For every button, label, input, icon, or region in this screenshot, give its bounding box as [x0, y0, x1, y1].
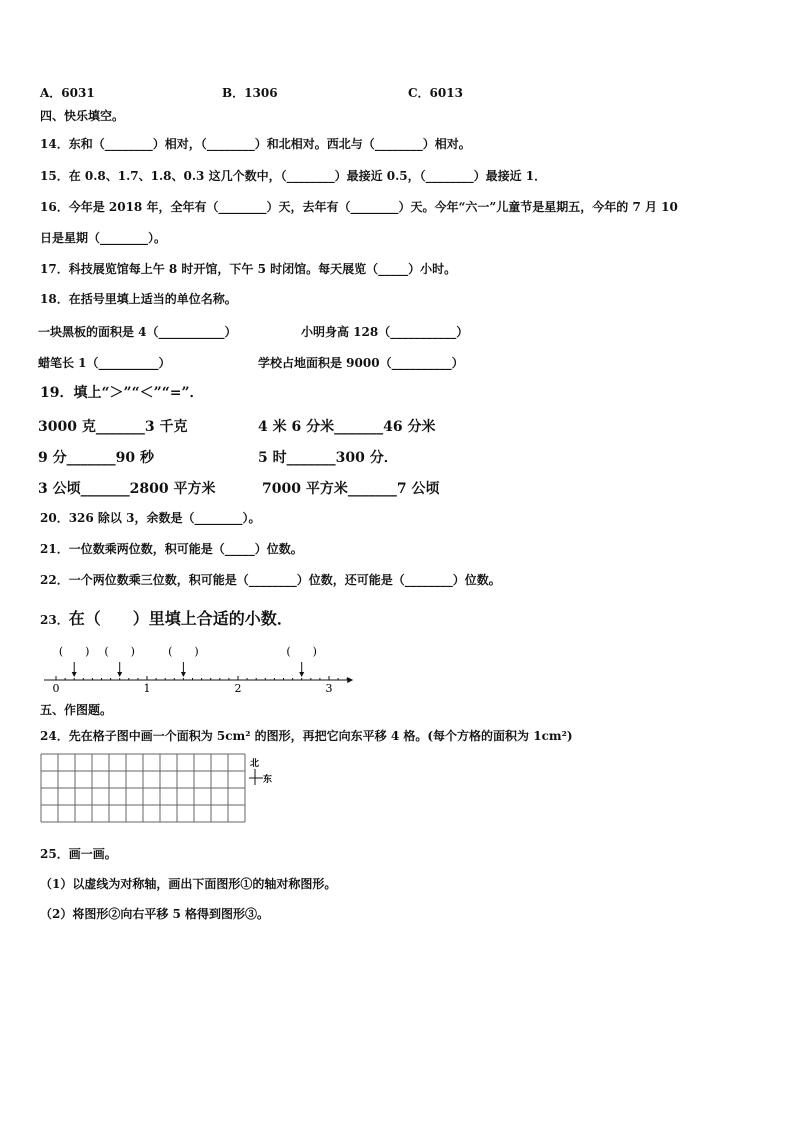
question-17: 17．科技展览馆每上午 8 时开馆，下午 5 时闭馆。每天展览（_____）小时。 [40, 262, 457, 276]
compass-north: 北 [250, 759, 260, 769]
question-25-part-2: （2）将图形②向右平移 5 格得到图形③。 [40, 907, 270, 921]
number-line-tick-label: 2 [234, 682, 242, 695]
question-18-a: 一块黑板的面积是 4（___________） [38, 325, 237, 339]
option-c: C．6013 [408, 86, 463, 100]
question-25-part-1: （1）以虚线为对称轴，画出下面图形①的轴对称图形。 [40, 877, 337, 891]
number-line-answer-bracket: ( ) [168, 645, 199, 658]
question-14: 14．东和（________）相对，（________）和北相对。西北与（________）相对。 [40, 137, 471, 151]
number-line-tick-label: 1 [143, 682, 151, 695]
number-line-arrow-icon [347, 677, 353, 683]
question-22: 22．一个两位数乘三位数，积可能是（________）位数，还可能是（________）位数。 [40, 573, 501, 587]
number-line-pointer-arrowhead [72, 672, 77, 677]
question-19-row-1b: 4 米 6 分米_______46 分米 [258, 419, 436, 435]
question-21: 21．一位数乘两位数，积可能是（_____）位数。 [40, 542, 303, 556]
question-25-title: 25．画一画。 [40, 847, 117, 861]
question-23-number: 23． [40, 613, 69, 627]
question-23 [40, 606, 293, 629]
question-18-c: 蜡笔长 1（__________） [38, 356, 171, 370]
question-15: 15．在 0.8、1.7、1.8、0.3 这几个数中，（________）最接近 0.5，（________）最接近 1． [40, 169, 547, 183]
number-line-pointer-arrowhead [117, 672, 122, 677]
question-18-d: 学校占地面积是 9000（__________） [258, 356, 464, 370]
number-line-tick-label: 0 [52, 682, 60, 695]
question-19-row-2a: 9 分_______90 秒 [38, 450, 154, 466]
question-19-row-3b: 7000 平方米_______7 公顷 [262, 481, 440, 497]
question-20: 20．326 除以 3，余数是（________）。 [40, 511, 261, 525]
option-b: B．1306 [222, 86, 278, 100]
square-grid [40, 753, 252, 833]
section-5-title: 五、作图题。 [40, 703, 113, 717]
question-16-line-1: 16．今年是 2018 年，全年有（________）天，去年有（________）天。今年“六一”儿童节是星期五，今年的 7 月 10 [40, 200, 678, 214]
question-19-row-1a: 3000 克_______3 千克 [38, 419, 188, 435]
option-a: A．6031 [40, 86, 95, 100]
question-19-row-3a: 3 公顷_______2800 平方米 [38, 481, 216, 497]
section-4-title: 四、快乐填空。 [40, 109, 125, 123]
compass-east: 东 [263, 775, 273, 785]
number-line-pointer-arrowhead [181, 672, 186, 677]
question-18-b: 小明身高 128（___________） [301, 325, 469, 339]
number-line-tick-label: 3 [325, 682, 333, 695]
question-16-line-2: 日是星期（________）。 [40, 231, 167, 245]
compass-icon [246, 756, 282, 788]
question-24: 24．先在格子图中画一个面积为 5cm² 的图形，再把它向东平移 4 格。(每个方格的面积为 1cm²) [40, 729, 573, 743]
question-19-row-2b: 5 时_______300 分． [258, 450, 398, 466]
number-line-pointer-arrowhead [299, 672, 304, 677]
number-line-answer-bracket: ( ) [58, 645, 90, 658]
number-line-answer-bracket: ( ) [104, 645, 135, 658]
number-line [40, 640, 360, 696]
question-19-title: 19．填上“＞”“＜”“=”． [40, 385, 204, 401]
question-23-text: 在（ ）里填上合适的小数． [68, 609, 293, 628]
question-18-title: 18．在括号里填上适当的单位名称。 [40, 292, 237, 306]
number-line-answer-bracket: ( ) [286, 645, 317, 658]
